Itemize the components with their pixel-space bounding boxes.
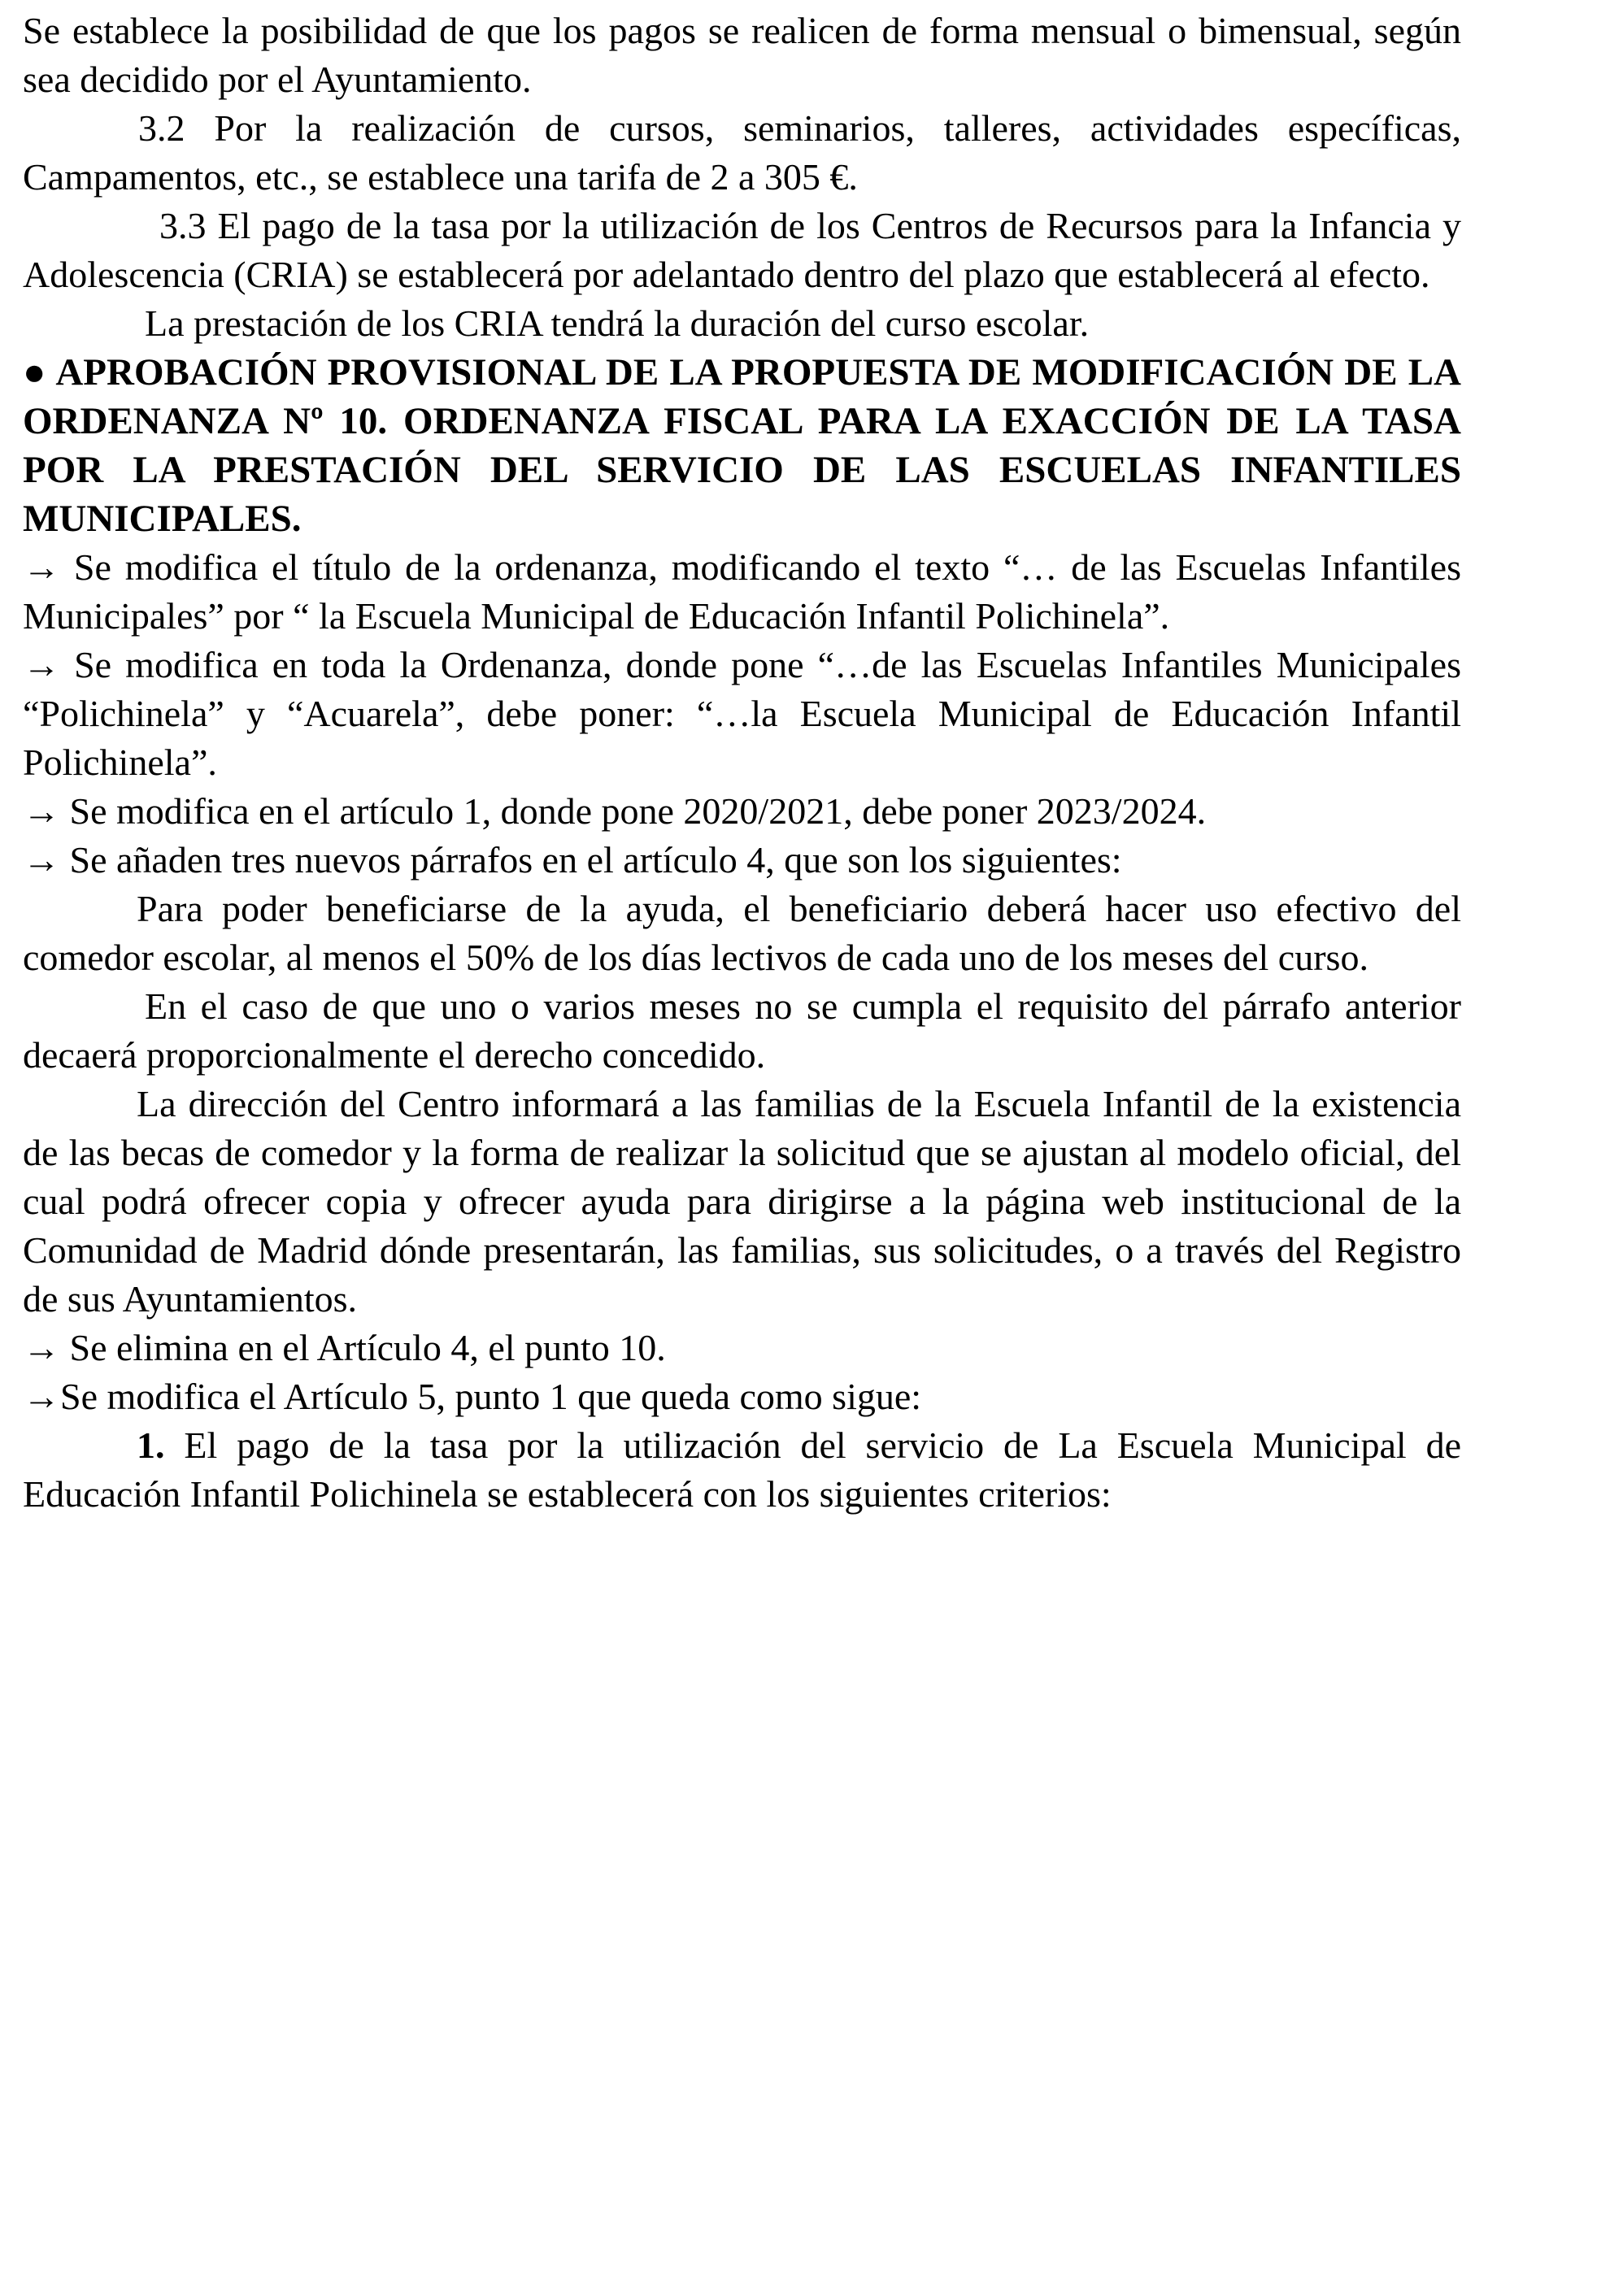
paragraph-articulo-4-nuevo-1: Para poder beneficiarse de la ayuda, el beneficiario deberá hacer uso efectivo del comedor escolar, al menos el 50% de los días lectivos de cada uno de los meses del curso. (23, 888, 1461, 978)
paragraph-modificacion-articulo-1: → Se modifica en el artículo 1, donde pone 2020/2021, debe poner 2023/2024. (23, 790, 1207, 832)
paragraph-item-3-3: 3.3 El pago de la tasa por la utilización de los Centros de Recursos para la Infancia y Adolescencia (CRIA) se establecerá por adelantado dentro del plazo que establecerá al efecto. (23, 205, 1461, 295)
punto-1-numero: 1. (137, 1424, 165, 1466)
paragraph-modificacion-toda-ordenanza: → Se modifica en toda la Ordenanza, donde pone “…de las Escuelas Infantiles Municipales “Polichinela” y “Acuarela”, debe poner: “…la Escuela Municipal de Educación Infantil Polichinela”. (23, 644, 1461, 783)
paragraph-modificacion-articulo-4-intro: → Se añaden tres nuevos párrafos en el artículo 4, que son los siguientes: (23, 839, 1122, 881)
punto-1-texto: El pago de la tasa por la utilización del servicio de La Escuela Municipal de Educación Infantil Polichinela se establecerá con los siguientes criterios: (23, 1424, 1461, 1515)
paragraph-articulo-5-punto-1 (23, 1421, 1461, 1519)
paragraph-modificacion-titulo: → Se modifica el título de la ordenanza, modificando el texto “… de las Escuelas Infantiles Municipales” por “ la Escuela Municipal de Educación Infantil Polichinela”. (23, 546, 1461, 637)
paragraph-item-3-2: 3.2 Por la realización de cursos, seminarios, talleres, actividades específicas, Campamentos, etc., se establece una tarifa de 2 a 305 €. (23, 107, 1461, 198)
paragraph-cria-duracion: La prestación de los CRIA tendrá la duración del curso escolar. (145, 302, 1090, 344)
paragraph-eliminacion-articulo-4: → Se elimina en el Artículo 4, el punto 10. (23, 1327, 666, 1368)
paragraph-modificacion-articulo-5: →Se modifica el Artículo 5, punto 1 que queda como sigue: (23, 1376, 922, 1417)
paragraph-articulo-4-nuevo-2: En el caso de que uno o varios meses no se cumpla el requisito del párrafo anterior decaerá proporcionalmente el derecho concedido. (23, 985, 1461, 1076)
paragraph-articulo-4-nuevo-3: La dirección del Centro informará a las familias de la Escuela Infantil de la existencia de las becas de comedor y la forma de realizar la solicitud que se ajustan al modelo oficial, del cual podrá ofrecer copia y ofrecer ayuda para dirigirse a la página web institucional de la Comunidad de Madrid dónde presentarán, las familias, sus solicitudes, o a través del Registro de sus Ayuntamientos. (23, 1083, 1461, 1320)
paragraph-pagos-mensuales: Se establece la posibilidad de que los pagos se realicen de forma mensual o bimensual, según sea decidido por el Ayuntamiento. (23, 10, 1461, 100)
section-heading-aprobacion-provisional: ● APROBACIÓN PROVISIONAL DE LA PROPUESTA DE MODIFICACIÓN DE LA ORDENANZA Nº 10. ORDENANZA FISCAL PARA LA EXACCIÓN DE LA TASA POR LA PRESTACIÓN DEL SERVICIO DE LAS ESCUELAS INFANTILES MUNICIPALES. (23, 351, 1461, 540)
